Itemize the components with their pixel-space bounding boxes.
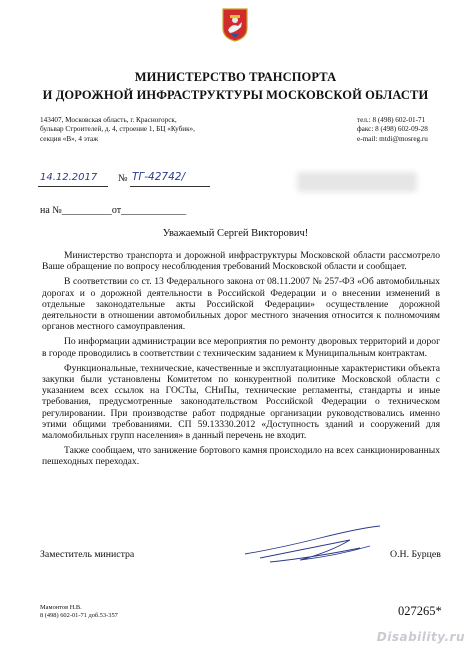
- ministry-title-line1: МИНИСТЕРСТВО ТРАНСПОРТА: [134, 70, 337, 84]
- paragraph: Министерство транспорта и дорожной инфраструктуры Московской области рассмотрело Ваше обращение по вопросу несоблюдения требований Московской области и сообщает.: [42, 250, 440, 273]
- letter-body: [42, 250, 440, 472]
- paragraph: Также сообщаем, что занижение бортового камня происходило на всех санкционированных пешеходных переходах.: [42, 445, 440, 468]
- address-line: секция «В», 4 этаж: [40, 134, 99, 143]
- watermark: Disability.ru: [376, 630, 465, 644]
- executor-phone: 8 (498) 602-01-71 доб.53-357: [40, 612, 118, 619]
- date-underline: [38, 186, 108, 187]
- registration-date: 14.12.2017: [40, 172, 98, 183]
- address-line: 143407, Московская область, г. Красногорск,: [40, 116, 177, 124]
- redacted-recipient: [297, 172, 417, 192]
- number-underline: [130, 186, 210, 187]
- phone: тел.: 8 (498) 602-01-71: [357, 116, 426, 124]
- registration-no-label: №: [118, 173, 128, 184]
- contacts-block: [357, 116, 467, 144]
- paragraph: По информации администрации все мероприятия по ремонту дворовых территорий и дорог в городе проводились в соответствии с техническим заданием к Муниципальным контрактам.: [42, 336, 441, 359]
- document-code: 027265*: [398, 604, 442, 618]
- handwritten-signature: [240, 518, 390, 568]
- executor-block: [40, 604, 118, 620]
- email: e-mail: mtdi@mosreg.ru: [357, 134, 428, 143]
- signer-name: О.Н. Бурцев: [390, 549, 441, 560]
- fax: факс: 8 (498) 602-09-28: [357, 125, 428, 134]
- executor-name: Мамонтов Н.В.: [40, 604, 82, 611]
- moscow-oblast-coat-of-arms-icon: [222, 8, 248, 42]
- greeting: Уважаемый Сергей Викторович!: [162, 228, 309, 239]
- signer-position: Заместитель министра: [40, 549, 135, 560]
- address-block: [40, 116, 260, 144]
- reference-line: на №__________от_____________: [40, 205, 187, 216]
- ministry-title-line2: И ДОРОЖНОЙ ИНФРАСТРУКТУРЫ МОСКОВСКОЙ ОБЛАСТИ: [42, 88, 429, 102]
- paragraph: В соответствии со ст. 13 Федерального закона от 08.11.2007 № 257-ФЗ «Об автомобильных дорогах и о дорожной деятельности в Российской Федерации и о внесении изменений в отдельные законодательные акты Российской Федерации» осуществление дорожной деятельности в отношении автомобильных дорог местного значения относится к полномочиям органов местного самоуправления.: [42, 276, 440, 333]
- address-line: бульвар Строителей, д. 4, строение 1, БЦ «Кубик»,: [40, 125, 195, 134]
- paragraph: Функциональные, технические, качественные и эксплуатационные характеристики объекта закупки были установлены Комитетом по конкурентной политике Московской области с указанием всех ссылок на ГОСТы, СНиПы, технические регламенты, стандарты и иные требования, предусмотренные законодательством Российской Федерации о техническом регулировании. При производстве работ подрядные организации руководствовались именно этими общими требованиями. СП 59.13330.2012 «Доступность зданий и сооружений для маломобильных групп населения» в данный перечень не входит.: [42, 362, 440, 442]
- registration-number: ТГ-42742/: [132, 171, 185, 183]
